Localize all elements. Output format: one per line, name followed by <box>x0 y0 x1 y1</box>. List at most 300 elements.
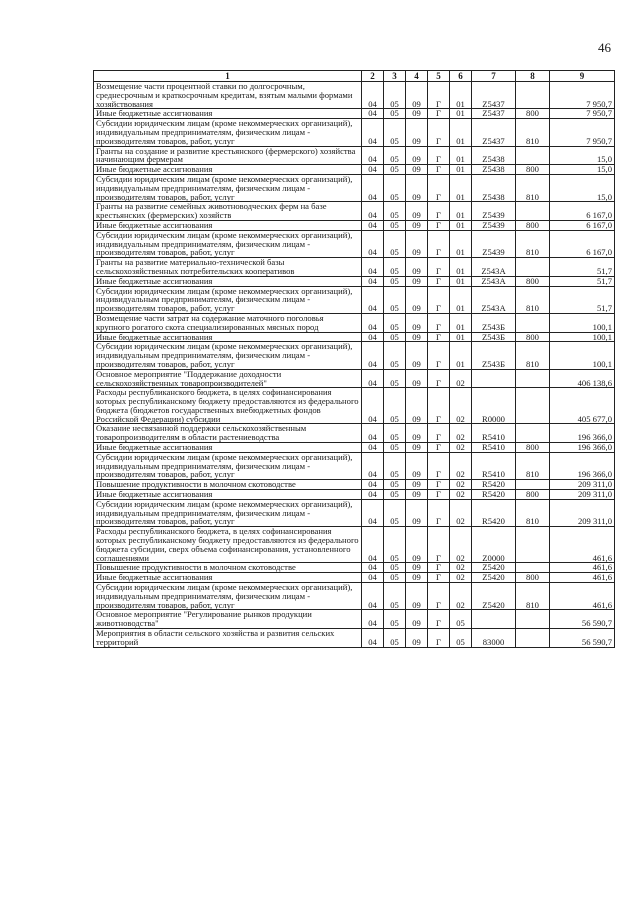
event-code: 01 <box>450 174 472 201</box>
subprogram-code: Г <box>428 230 450 257</box>
table-row <box>94 527 615 563</box>
program-code: 09 <box>406 109 428 119</box>
row-name: Субсидии юридическим лицам (кроме некоммерческих организаций), индивидуальным предпринимателям, физическим лицам - производителям товаров, работ, услуг <box>94 583 362 610</box>
event-code: 01 <box>450 220 472 230</box>
subsection-code: 05 <box>384 563 406 573</box>
subsection-code: 05 <box>384 258 406 277</box>
subprogram-code: Г <box>428 480 450 490</box>
expense-type-code <box>516 369 550 388</box>
row-name: Иные бюджетные ассигнования <box>94 220 362 230</box>
budget-table <box>93 70 615 648</box>
subprogram-code: Г <box>428 499 450 526</box>
subprogram-code: Г <box>428 452 450 479</box>
target-code <box>472 369 516 388</box>
table-body <box>94 82 615 648</box>
header-col-5: 5 <box>428 71 450 82</box>
subprogram-code: Г <box>428 82 450 109</box>
program-code: 09 <box>406 490 428 500</box>
event-code: 02 <box>450 573 472 583</box>
subsection-code: 05 <box>384 610 406 629</box>
table-row <box>94 629 615 648</box>
program-code: 09 <box>406 174 428 201</box>
subprogram-code: Г <box>428 165 450 175</box>
target-code: R5410 <box>472 424 516 443</box>
subsection-code: 05 <box>384 276 406 286</box>
target-code: Z5437 <box>472 109 516 119</box>
program-code: 09 <box>406 563 428 573</box>
subprogram-code: Г <box>428 424 450 443</box>
program-code: 09 <box>406 388 428 424</box>
row-name: Иные бюджетные ассигнования <box>94 276 362 286</box>
subprogram-code: Г <box>428 220 450 230</box>
section-code: 04 <box>362 146 384 165</box>
subsection-code: 05 <box>384 119 406 146</box>
expense-type-code <box>516 202 550 221</box>
header-col-3: 3 <box>384 71 406 82</box>
table-row <box>94 573 615 583</box>
subprogram-code: Г <box>428 276 450 286</box>
subprogram-code: Г <box>428 109 450 119</box>
subprogram-code: Г <box>428 258 450 277</box>
expense-type-code <box>516 258 550 277</box>
expense-type-code: 800 <box>516 276 550 286</box>
program-code: 09 <box>406 165 428 175</box>
program-code: 09 <box>406 258 428 277</box>
section-code: 04 <box>362 369 384 388</box>
table-row <box>94 174 615 201</box>
row-name: Субсидии юридическим лицам (кроме некоммерческих организаций), индивидуальным предпринимателям, физическим лицам - производителям товаров, работ, услуг <box>94 286 362 313</box>
target-code: R5420 <box>472 490 516 500</box>
subsection-code: 05 <box>384 82 406 109</box>
program-code: 09 <box>406 369 428 388</box>
expense-type-code: 800 <box>516 165 550 175</box>
program-code: 09 <box>406 202 428 221</box>
section-code: 04 <box>362 220 384 230</box>
row-name: Субсидии юридическим лицам (кроме некоммерческих организаций), индивидуальным предпринимателям, физическим лицам - производителям товаров, работ, услуг <box>94 119 362 146</box>
target-code: R5410 <box>472 452 516 479</box>
amount: 51,7 <box>550 286 615 313</box>
expense-type-code: 810 <box>516 230 550 257</box>
target-code: Z5439 <box>472 230 516 257</box>
table-row <box>94 480 615 490</box>
row-name: Иные бюджетные ассигнования <box>94 109 362 119</box>
target-code: Z5438 <box>472 165 516 175</box>
expense-type-code <box>516 388 550 424</box>
event-code: 01 <box>450 165 472 175</box>
section-code: 04 <box>362 490 384 500</box>
event-code: 01 <box>450 109 472 119</box>
table-row <box>94 258 615 277</box>
row-name: Повышение продуктивности в молочном скотоводстве <box>94 480 362 490</box>
target-code: R5420 <box>472 480 516 490</box>
expense-type-code: 800 <box>516 490 550 500</box>
program-code: 09 <box>406 82 428 109</box>
expense-type-code <box>516 480 550 490</box>
section-code: 04 <box>362 119 384 146</box>
subprogram-code: Г <box>428 369 450 388</box>
event-code: 01 <box>450 202 472 221</box>
program-code: 09 <box>406 146 428 165</box>
section-code: 04 <box>362 610 384 629</box>
subsection-code: 05 <box>384 286 406 313</box>
subprogram-code: Г <box>428 119 450 146</box>
subsection-code: 05 <box>384 313 406 332</box>
event-code: 01 <box>450 286 472 313</box>
amount: 461,6 <box>550 583 615 610</box>
program-code: 09 <box>406 230 428 257</box>
table-row <box>94 230 615 257</box>
row-name: Возмещение части процентной ставки по долгосрочным, среднесрочным и краткосрочным кредитам, взятым малыми формами хозяйствования <box>94 82 362 109</box>
target-code: R5410 <box>472 443 516 453</box>
row-name: Субсидии юридическим лицам (кроме некоммерческих организаций), индивидуальным предпринимателям, физическим лицам - производителям товаров, работ, услуг <box>94 230 362 257</box>
event-code: 02 <box>450 583 472 610</box>
section-code: 04 <box>362 109 384 119</box>
target-code: Z0000 <box>472 527 516 563</box>
header-col-4: 4 <box>406 71 428 82</box>
row-name: Гранты на развитие семейных животноводческих ферм на базе крестьянских (фермерских) хозяйств <box>94 202 362 221</box>
program-code: 09 <box>406 480 428 490</box>
amount: 461,6 <box>550 563 615 573</box>
subsection-code: 05 <box>384 332 406 342</box>
subsection-code: 05 <box>384 527 406 563</box>
amount: 6 167,0 <box>550 202 615 221</box>
expense-type-code <box>516 610 550 629</box>
target-code: Z5420 <box>472 583 516 610</box>
event-code: 01 <box>450 332 472 342</box>
section-code: 04 <box>362 202 384 221</box>
table-row <box>94 369 615 388</box>
table-row <box>94 499 615 526</box>
amount: 461,6 <box>550 573 615 583</box>
row-name: Гранты на создание и развитие крестьянского (фермерского) хозяйства начинающим фермерам <box>94 146 362 165</box>
table-row <box>94 202 615 221</box>
event-code: 01 <box>450 342 472 369</box>
subsection-code: 05 <box>384 202 406 221</box>
row-name: Расходы республиканского бюджета, в целях софинансирования которых республиканскому бюджету предоставляются из федерального бюджета субсидии, сверх объема софинансирования, установленного соглашениями <box>94 527 362 563</box>
event-code: 02 <box>450 480 472 490</box>
amount: 209 311,0 <box>550 499 615 526</box>
section-code: 04 <box>362 342 384 369</box>
subprogram-code: Г <box>428 527 450 563</box>
program-code: 09 <box>406 629 428 648</box>
row-name: Гранты на развитие материально-технической базы сельскохозяйственных потребительских кооперативов <box>94 258 362 277</box>
expense-type-code: 800 <box>516 220 550 230</box>
subprogram-code: Г <box>428 563 450 573</box>
row-name: Иные бюджетные ассигнования <box>94 332 362 342</box>
amount: 15,0 <box>550 146 615 165</box>
subsection-code: 05 <box>384 146 406 165</box>
section-code: 04 <box>362 276 384 286</box>
section-code: 04 <box>362 629 384 648</box>
event-code: 02 <box>450 388 472 424</box>
subsection-code: 05 <box>384 443 406 453</box>
amount: 196 366,0 <box>550 443 615 453</box>
target-code: R5420 <box>472 499 516 526</box>
section-code: 04 <box>362 258 384 277</box>
amount: 15,0 <box>550 165 615 175</box>
expense-type-code: 800 <box>516 443 550 453</box>
amount: 209 311,0 <box>550 490 615 500</box>
expense-type-code <box>516 146 550 165</box>
table-row <box>94 286 615 313</box>
expense-type-code <box>516 424 550 443</box>
expense-type-code: 810 <box>516 342 550 369</box>
section-code: 04 <box>362 563 384 573</box>
row-name: Основное мероприятие "Поддержание доходности сельскохозяйственных товаропроизводителей" <box>94 369 362 388</box>
subprogram-code: Г <box>428 610 450 629</box>
program-code: 09 <box>406 313 428 332</box>
amount: 100,1 <box>550 332 615 342</box>
event-code: 02 <box>450 443 472 453</box>
section-code: 04 <box>362 82 384 109</box>
section-code: 04 <box>362 313 384 332</box>
program-code: 09 <box>406 443 428 453</box>
event-code: 01 <box>450 276 472 286</box>
expense-type-code <box>516 82 550 109</box>
row-name: Мероприятия в области сельского хозяйства и развития сельских территорий <box>94 629 362 648</box>
event-code: 02 <box>450 452 472 479</box>
amount: 56 590,7 <box>550 610 615 629</box>
header-col-6: 6 <box>450 71 472 82</box>
event-code: 01 <box>450 119 472 146</box>
table-row <box>94 610 615 629</box>
program-code: 09 <box>406 286 428 313</box>
amount: 100,1 <box>550 313 615 332</box>
page-number: 46 <box>598 40 611 55</box>
row-name: Расходы республиканского бюджета, в целях софинансирования которых республиканскому бюджету предоставляются из федерального бюджета (бюджетов государственных внебюджетных фондов Российской Федерации) субсидии <box>94 388 362 424</box>
subsection-code: 05 <box>384 230 406 257</box>
target-code: Z5437 <box>472 119 516 146</box>
event-code: 02 <box>450 424 472 443</box>
section-code: 04 <box>362 424 384 443</box>
expense-type-code: 800 <box>516 332 550 342</box>
amount: 56 590,7 <box>550 629 615 648</box>
subsection-code: 05 <box>384 629 406 648</box>
target-code: Z5439 <box>472 202 516 221</box>
target-code: Z5420 <box>472 573 516 583</box>
subsection-code: 05 <box>384 499 406 526</box>
expense-type-code <box>516 563 550 573</box>
program-code: 09 <box>406 424 428 443</box>
row-name: Оказание несвязанной поддержки сельскохозяйственным товаропроизводителям в области растениеводства <box>94 424 362 443</box>
section-code: 04 <box>362 165 384 175</box>
row-name: Субсидии юридическим лицам (кроме некоммерческих организаций), индивидуальным предпринимателям, физическим лицам - производителям товаров, работ, услуг <box>94 499 362 526</box>
program-code: 09 <box>406 220 428 230</box>
subprogram-code: Г <box>428 443 450 453</box>
amount: 461,6 <box>550 527 615 563</box>
table-row <box>94 424 615 443</box>
target-code: Z543Б <box>472 313 516 332</box>
row-name: Субсидии юридическим лицам (кроме некоммерческих организаций), индивидуальным предпринимателям, физическим лицам - производителям товаров, работ, услуг <box>94 452 362 479</box>
target-code: Z543Б <box>472 342 516 369</box>
section-code: 04 <box>362 286 384 313</box>
row-name: Иные бюджетные ассигнования <box>94 165 362 175</box>
program-code: 09 <box>406 332 428 342</box>
section-code: 04 <box>362 480 384 490</box>
row-name: Субсидии юридическим лицам (кроме некоммерческих организаций), индивидуальным предпринимателям, физическим лицам - производителям товаров, работ, услуг <box>94 174 362 201</box>
program-code: 09 <box>406 610 428 629</box>
section-code: 04 <box>362 527 384 563</box>
table-row <box>94 342 615 369</box>
target-code: Z5438 <box>472 146 516 165</box>
event-code: 05 <box>450 610 472 629</box>
subprogram-code: Г <box>428 583 450 610</box>
event-code: 01 <box>450 230 472 257</box>
expense-type-code: 800 <box>516 109 550 119</box>
table-row <box>94 388 615 424</box>
amount: 6 167,0 <box>550 220 615 230</box>
expense-type-code: 810 <box>516 499 550 526</box>
amount: 51,7 <box>550 258 615 277</box>
event-code: 02 <box>450 490 472 500</box>
subsection-code: 05 <box>384 480 406 490</box>
subprogram-code: Г <box>428 490 450 500</box>
subsection-code: 05 <box>384 490 406 500</box>
subsection-code: 05 <box>384 452 406 479</box>
subsection-code: 05 <box>384 573 406 583</box>
section-code: 04 <box>362 583 384 610</box>
expense-type-code: 810 <box>516 583 550 610</box>
table-row <box>94 276 615 286</box>
target-code: Z5439 <box>472 220 516 230</box>
subprogram-code: Г <box>428 629 450 648</box>
subprogram-code: Г <box>428 286 450 313</box>
subprogram-code: Г <box>428 332 450 342</box>
amount: 100,1 <box>550 342 615 369</box>
row-name: Иные бюджетные ассигнования <box>94 573 362 583</box>
expense-type-code: 810 <box>516 174 550 201</box>
table-row <box>94 313 615 332</box>
amount: 7 950,7 <box>550 109 615 119</box>
amount: 7 950,7 <box>550 119 615 146</box>
table-row <box>94 563 615 573</box>
event-code: 02 <box>450 527 472 563</box>
target-code: Z543A <box>472 286 516 313</box>
table-row <box>94 490 615 500</box>
section-code: 04 <box>362 443 384 453</box>
target-code: Z5438 <box>472 174 516 201</box>
subsection-code: 05 <box>384 388 406 424</box>
header-col-9: 9 <box>550 71 615 82</box>
target-code <box>472 610 516 629</box>
event-code: 01 <box>450 146 472 165</box>
amount: 209 311,0 <box>550 480 615 490</box>
amount: 405 677,0 <box>550 388 615 424</box>
program-code: 09 <box>406 119 428 146</box>
header-col-8: 8 <box>516 71 550 82</box>
target-code: Z5420 <box>472 563 516 573</box>
subsection-code: 05 <box>384 369 406 388</box>
program-code: 09 <box>406 499 428 526</box>
event-code: 02 <box>450 563 472 573</box>
amount: 196 366,0 <box>550 452 615 479</box>
table-row <box>94 146 615 165</box>
target-code: Z543A <box>472 258 516 277</box>
amount: 6 167,0 <box>550 230 615 257</box>
section-code: 04 <box>362 332 384 342</box>
subprogram-code: Г <box>428 313 450 332</box>
table-header-row <box>94 71 615 82</box>
expense-type-code <box>516 313 550 332</box>
target-code: 83000 <box>472 629 516 648</box>
event-code: 02 <box>450 499 472 526</box>
amount: 406 138,6 <box>550 369 615 388</box>
header-col-2: 2 <box>362 71 384 82</box>
program-code: 09 <box>406 452 428 479</box>
section-code: 04 <box>362 452 384 479</box>
subsection-code: 05 <box>384 165 406 175</box>
section-code: 04 <box>362 230 384 257</box>
expense-type-code: 810 <box>516 119 550 146</box>
expense-type-code: 810 <box>516 452 550 479</box>
subprogram-code: Г <box>428 174 450 201</box>
section-code: 04 <box>362 499 384 526</box>
table-row <box>94 443 615 453</box>
subsection-code: 05 <box>384 342 406 369</box>
row-name: Возмещение части затрат на содержание маточного поголовья крупного рогатого скота специализированных мясных пород <box>94 313 362 332</box>
event-code: 01 <box>450 313 472 332</box>
subsection-code: 05 <box>384 174 406 201</box>
program-code: 09 <box>406 342 428 369</box>
target-code: Z5437 <box>472 82 516 109</box>
expense-type-code <box>516 629 550 648</box>
row-name: Иные бюджетные ассигнования <box>94 490 362 500</box>
amount: 7 950,7 <box>550 82 615 109</box>
subprogram-code: Г <box>428 573 450 583</box>
header-col-7: 7 <box>472 71 516 82</box>
event-code: 05 <box>450 629 472 648</box>
table-row <box>94 119 615 146</box>
subprogram-code: Г <box>428 342 450 369</box>
amount: 51,7 <box>550 276 615 286</box>
subprogram-code: Г <box>428 202 450 221</box>
section-code: 04 <box>362 388 384 424</box>
target-code: Z543A <box>472 276 516 286</box>
row-name: Повышение продуктивности в молочном скотоводстве <box>94 563 362 573</box>
subsection-code: 05 <box>384 424 406 443</box>
table-row <box>94 452 615 479</box>
subprogram-code: Г <box>428 146 450 165</box>
section-code: 04 <box>362 573 384 583</box>
table-row <box>94 82 615 109</box>
amount: 15,0 <box>550 174 615 201</box>
subsection-code: 05 <box>384 583 406 610</box>
section-code: 04 <box>362 174 384 201</box>
amount: 196 366,0 <box>550 424 615 443</box>
table-row <box>94 220 615 230</box>
target-code: R0000 <box>472 388 516 424</box>
table-row <box>94 109 615 119</box>
expense-type-code <box>516 527 550 563</box>
target-code: Z543Б <box>472 332 516 342</box>
expense-type-code: 810 <box>516 286 550 313</box>
row-name: Основное мероприятие "Регулирование рынков продукции животноводства" <box>94 610 362 629</box>
row-name: Субсидии юридическим лицам (кроме некоммерческих организаций), индивидуальным предпринимателям, физическим лицам - производителям товаров, работ, услуг <box>94 342 362 369</box>
table-row <box>94 332 615 342</box>
expense-type-code: 800 <box>516 573 550 583</box>
subsection-code: 05 <box>384 109 406 119</box>
row-name: Иные бюджетные ассигнования <box>94 443 362 453</box>
program-code: 09 <box>406 276 428 286</box>
program-code: 09 <box>406 573 428 583</box>
table-row <box>94 165 615 175</box>
program-code: 09 <box>406 583 428 610</box>
subsection-code: 05 <box>384 220 406 230</box>
program-code: 09 <box>406 527 428 563</box>
event-code: 01 <box>450 82 472 109</box>
subprogram-code: Г <box>428 388 450 424</box>
table-row <box>94 583 615 610</box>
